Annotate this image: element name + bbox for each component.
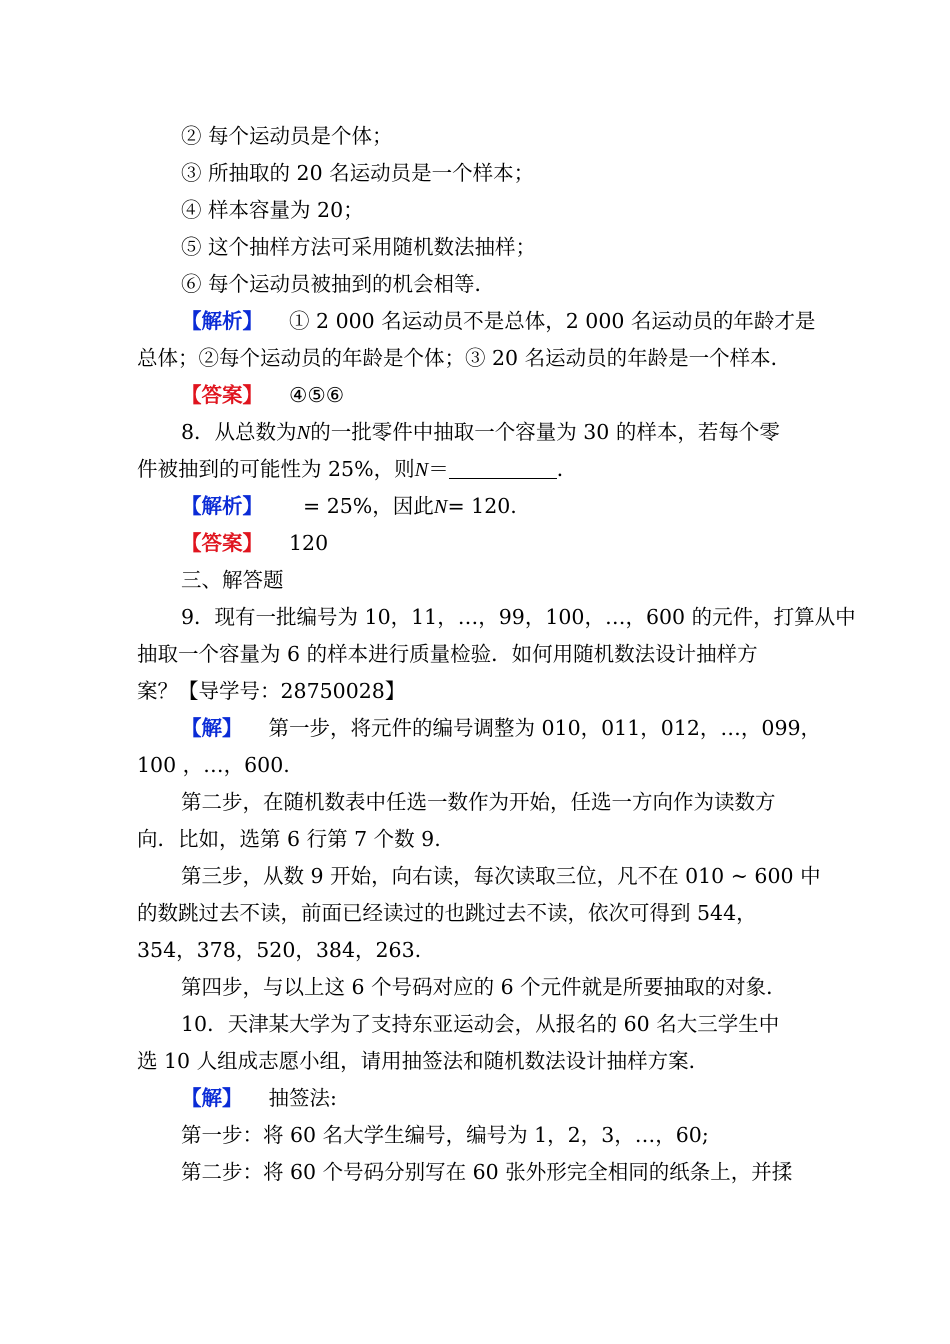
statement-5: ⑤ 这个抽样方法可采用随机数法抽样；	[181, 235, 537, 259]
q9-solution-line-1	[181, 714, 822, 742]
q8-text-b: 的一批零件中抽取一个容量为 30 的样本，若每个零	[310, 420, 780, 444]
q10-step2: 第二步：将 60 个号码分别写在 60 张外形完全相同的纸条上，并揉	[181, 1160, 793, 1184]
q8-var-n-2: N	[414, 459, 429, 481]
q8-answer: 120	[289, 531, 329, 555]
q10-solution-line	[181, 1084, 817, 1112]
q9-step2-line-1: 第二步，在随机数表中任选一数作为开始，任选一方向作为读数方	[181, 790, 776, 814]
q10-method: 抽签法:	[268, 1086, 337, 1110]
answer-tag: 【答案】	[181, 531, 263, 555]
analysis-tag: 【解析】	[181, 309, 263, 333]
q7-answer-line	[181, 381, 817, 409]
q10-line-1: 10．天津某大学为了支持东亚运动会，从报名的 60 名大三学生中	[181, 1012, 780, 1036]
q9-step3-line-1: 第三步，从数 9 开始，向右读，每次读取三位，凡不在 010 ~ 600 中	[181, 864, 821, 888]
q8-equals: ＝	[428, 457, 449, 481]
q7-answer: ④⑤⑥	[289, 383, 345, 407]
q9-step2-line-2: 向．比如，选第 6 行第 7 个数 9.	[137, 827, 441, 851]
statement-6: ⑥ 每个运动员被抽到的机会相等．	[181, 272, 496, 296]
q8-line-1	[181, 418, 817, 446]
q8-analysis-line	[181, 492, 817, 520]
q8-var-n-3: N	[433, 496, 448, 518]
q8-period: ．	[556, 457, 578, 481]
q9-line-1: 9．现有一批编号为 10，11，…，99，100，…，600 的元件，打算从中	[181, 605, 856, 629]
statement-2: ② 每个运动员是个体；	[181, 124, 393, 148]
statement-3: ③ 所抽取的 20 名运动员是一个样本；	[181, 161, 535, 185]
q9-step3-line-2: 的数跳过去不读，前面已经读过的也跳过去不读，依次可得到 544，	[137, 901, 757, 925]
q7-analysis-line-1	[181, 307, 817, 335]
q8-answer-line	[181, 529, 817, 557]
q10-step1: 第一步：将 60 名大学生编号，编号为 1，2，3，…，60;	[181, 1123, 709, 1147]
q9-line-3: 案？【导学号：28750028】	[137, 679, 406, 703]
section-heading: 三、解答题	[181, 568, 284, 592]
q8-analysis-text: = 25%，因此	[303, 494, 434, 518]
q9-solution-text: 第一步，将元件的编号调整为 010，011，012，…，099，	[268, 716, 822, 740]
q8-text-c: 件被抽到的可能性为 25%，则	[137, 457, 415, 481]
statement-4: ④ 样本容量为 20；	[181, 198, 364, 222]
q8-var-n: N	[296, 422, 311, 444]
q7-analysis-line-2: 总体；②每个运动员的年龄是个体；③ 20 名运动员的年龄是一个样本．	[137, 346, 792, 370]
q9-step3-line-3: 354，378，520，384，263.	[137, 938, 422, 962]
q9-line-2: 抽取一个容量为 6 的样本进行质量检验．如何用随机数法设计抽样方	[137, 642, 758, 666]
q9-step4: 第四步，与以上这 6 个号码对应的 6 个元件就是所要抽取的对象．	[181, 975, 787, 999]
solution-tag: 【解】	[181, 1086, 243, 1110]
solution-tag: 【解】	[181, 716, 243, 740]
q8-line-2	[137, 455, 817, 483]
q10-line-2: 选 10 人组成志愿小组，请用抽签法和随机数法设计抽样方案．	[137, 1049, 710, 1073]
q8-analysis-result: = 120.	[447, 494, 517, 518]
q7-analysis-text-1: ① 2 000 名运动员不是总体，2 000 名运动员的年龄才是	[289, 309, 816, 333]
analysis-tag: 【解析】	[181, 494, 263, 518]
q9-solution-line-2: 100 ，…，600.	[137, 753, 290, 777]
answer-tag: 【答案】	[181, 383, 263, 407]
q8-text-a: 8．从总数为	[181, 420, 297, 444]
answer-blank	[449, 458, 557, 479]
